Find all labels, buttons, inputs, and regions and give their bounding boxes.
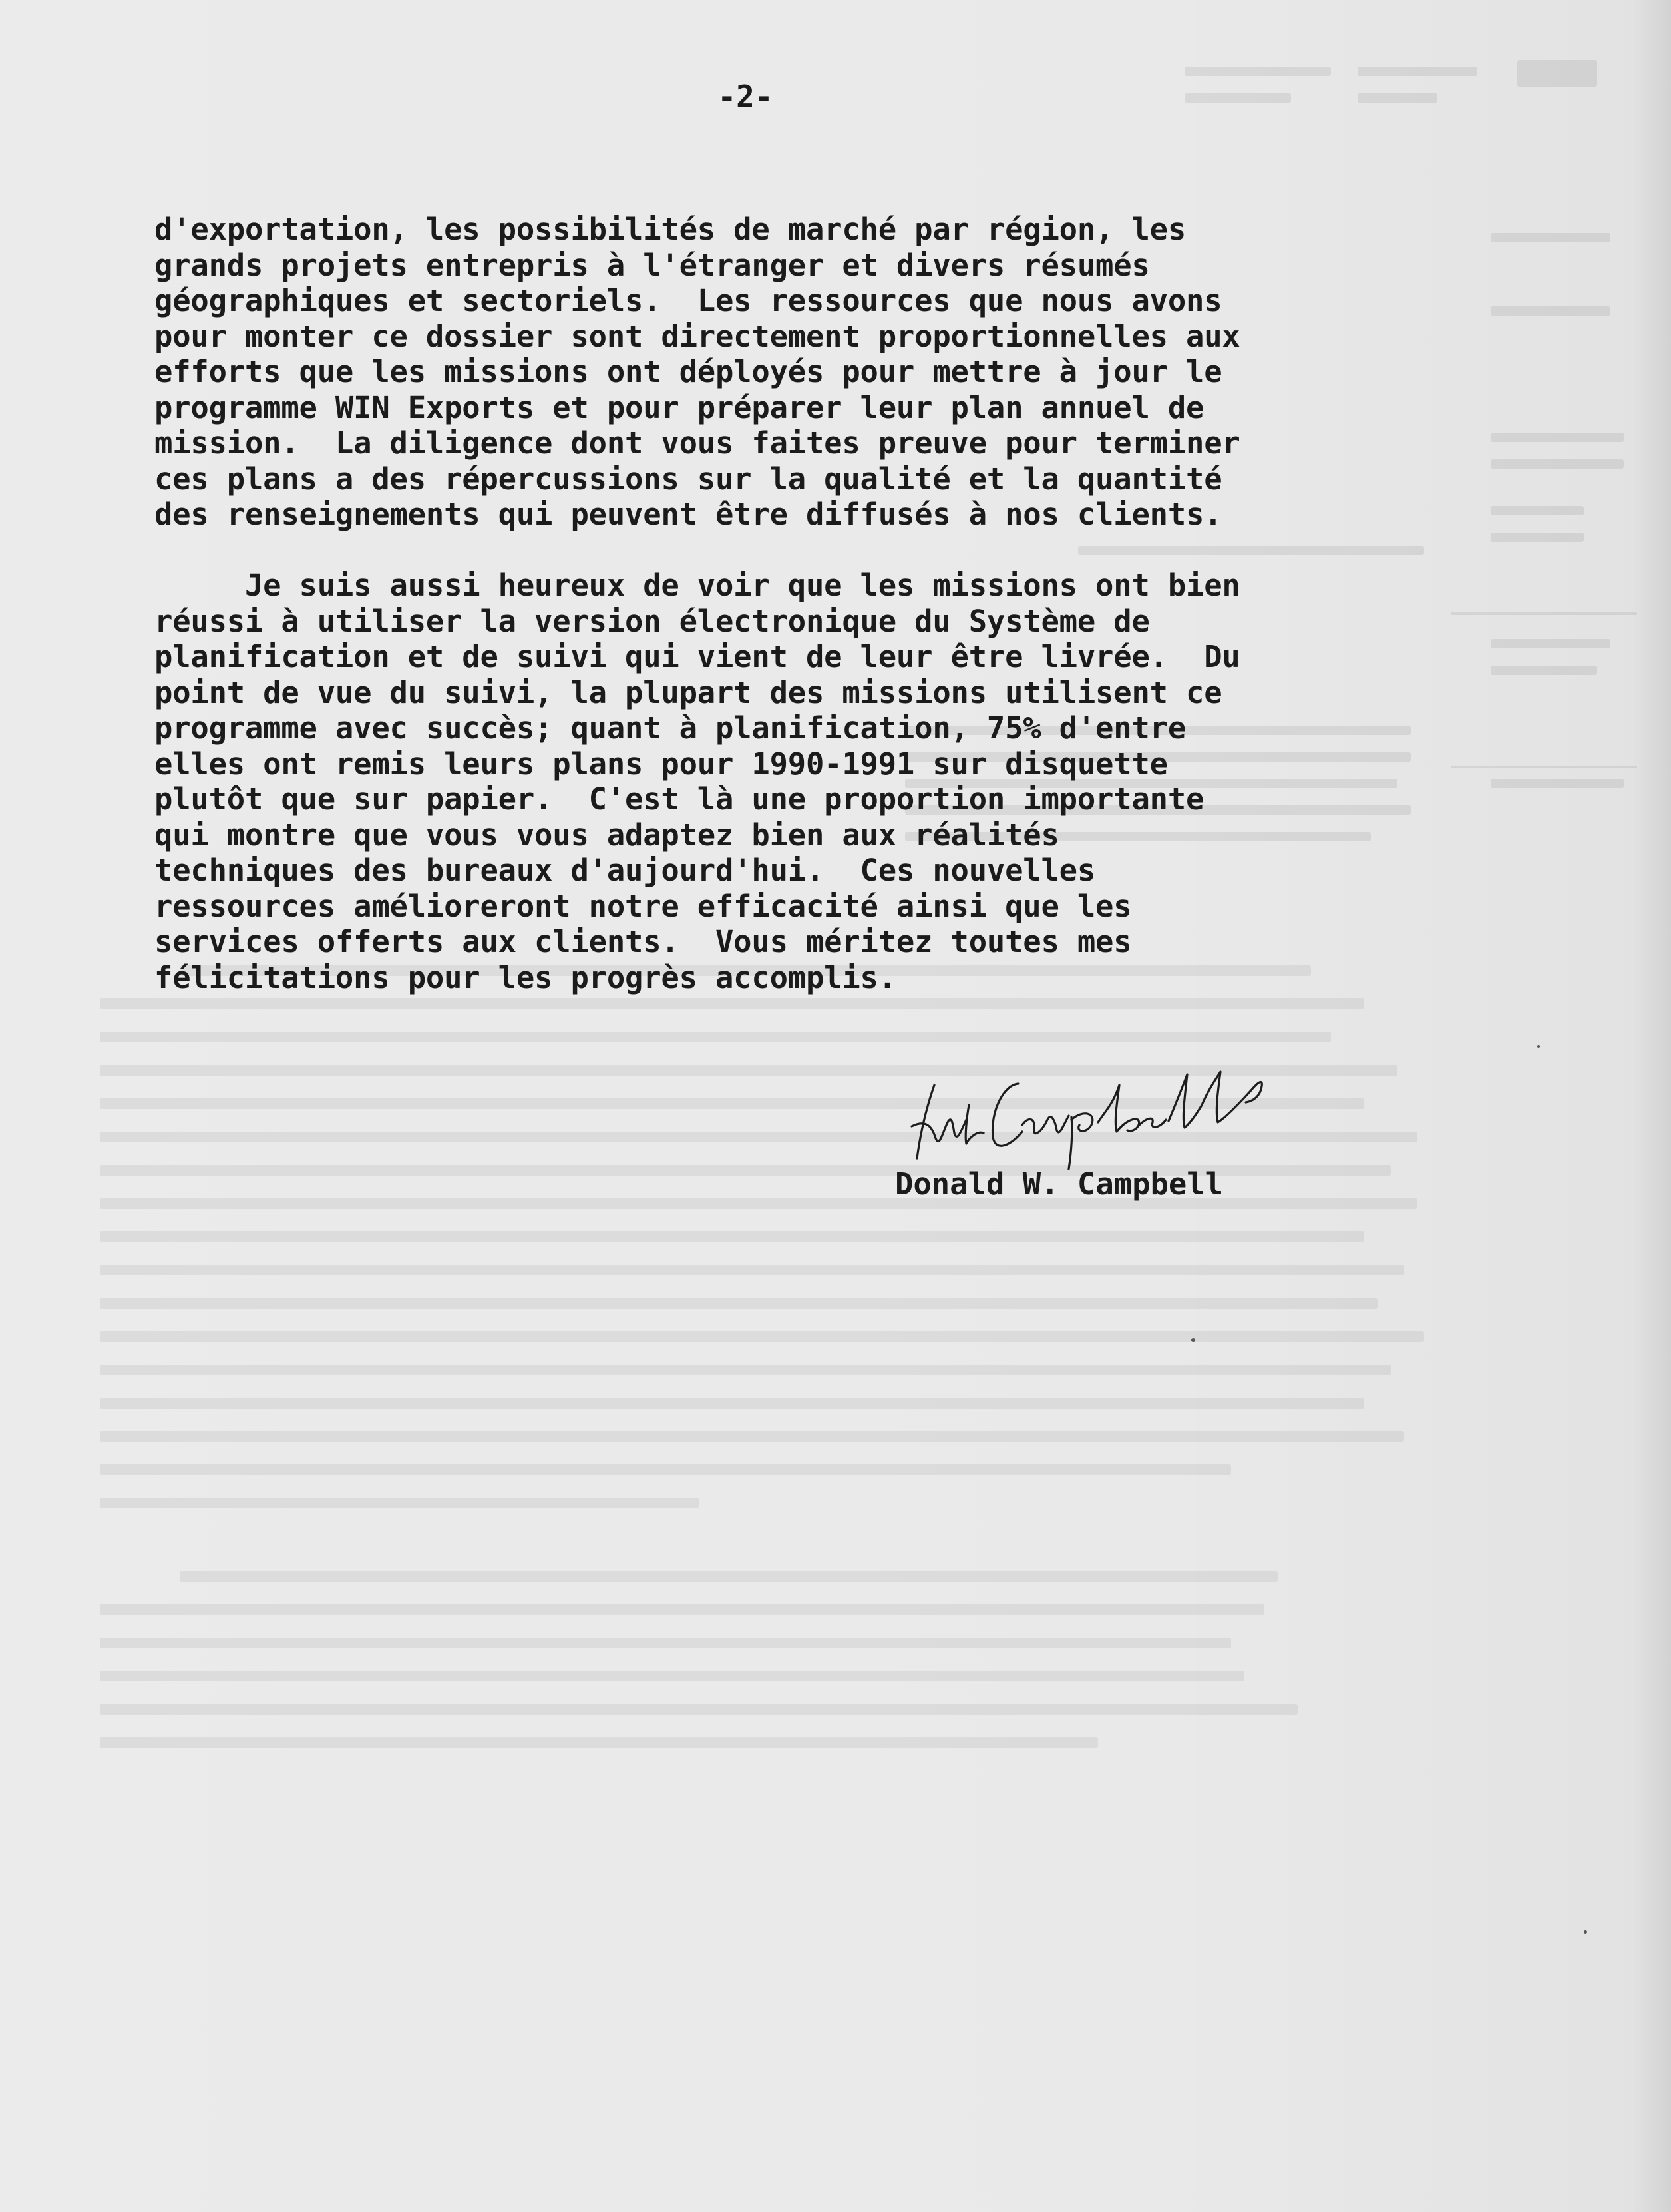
text-line: ces plans a des répercussions sur la qualité et la quantité: [154, 461, 1222, 497]
text-line: planification et de suivi qui vient de leur être livrée. Du: [154, 639, 1240, 674]
text-line: efforts que les missions ont déployés pour mettre à jour le: [154, 354, 1222, 389]
paragraph-2: [154, 568, 1445, 995]
text-line: géographiques et sectoriels. Les ressources que nous avons: [154, 283, 1222, 318]
text-line: services offerts aux clients. Vous méritez toutes mes: [154, 924, 1132, 959]
paper-edge-shadow: [1631, 0, 1671, 2212]
reverse-side-text-bleed: [100, 965, 1564, 2030]
text-line: des renseignements qui peuvent être diffusés à nos clients.: [154, 497, 1222, 532]
handwritten-signature: [905, 1058, 1278, 1172]
signer-name: Donald W. Campbell: [895, 1166, 1224, 1202]
paper-speck: [1537, 1045, 1540, 1048]
text-line: grands projets entrepris à l'étranger et divers résumés: [154, 247, 1150, 283]
text-line: d'exportation, les possibilités de marché par région, les: [154, 212, 1187, 247]
paragraph-1: [154, 212, 1445, 533]
text-line: plutôt que sur papier. C'est là une proportion importante: [154, 781, 1205, 817]
text-line: mission. La diligence dont vous faites preuve pour terminer: [154, 425, 1240, 461]
text-line: félicitations pour les progrès accomplis.: [154, 959, 896, 995]
paper-speck: [1191, 1338, 1195, 1342]
text-line: point de vue du suivi, la plupart des missions utilisent ce: [154, 674, 1222, 710]
text-line: techniques des bureaux d'aujourd'hui. Ces nouvelles: [154, 853, 1096, 888]
text-line: elles ont remis leurs plans pour 1990-1991 sur disquette: [154, 746, 1168, 781]
text-line: pour monter ce dossier sont directement proportionnelles aux: [154, 318, 1240, 354]
text-line: programme avec succès; quant à planification, 75% d'entre: [154, 710, 1187, 746]
paper-speck: [1584, 1930, 1587, 1934]
text-line: programme WIN Exports et pour préparer leur plan annuel de: [154, 389, 1205, 425]
text-line: réussi à utiliser la version électronique du Système de: [154, 603, 1150, 639]
text-line: qui montre que vous vous adaptez bien aux réalités: [154, 817, 1059, 853]
text-line: Je suis aussi heureux de voir que les missions ont bien: [154, 568, 1240, 603]
letter-body: [154, 212, 1445, 995]
text-line: ressources amélioreront notre efficacité ainsi que les: [154, 888, 1132, 924]
page-number: -2-: [717, 79, 773, 114]
